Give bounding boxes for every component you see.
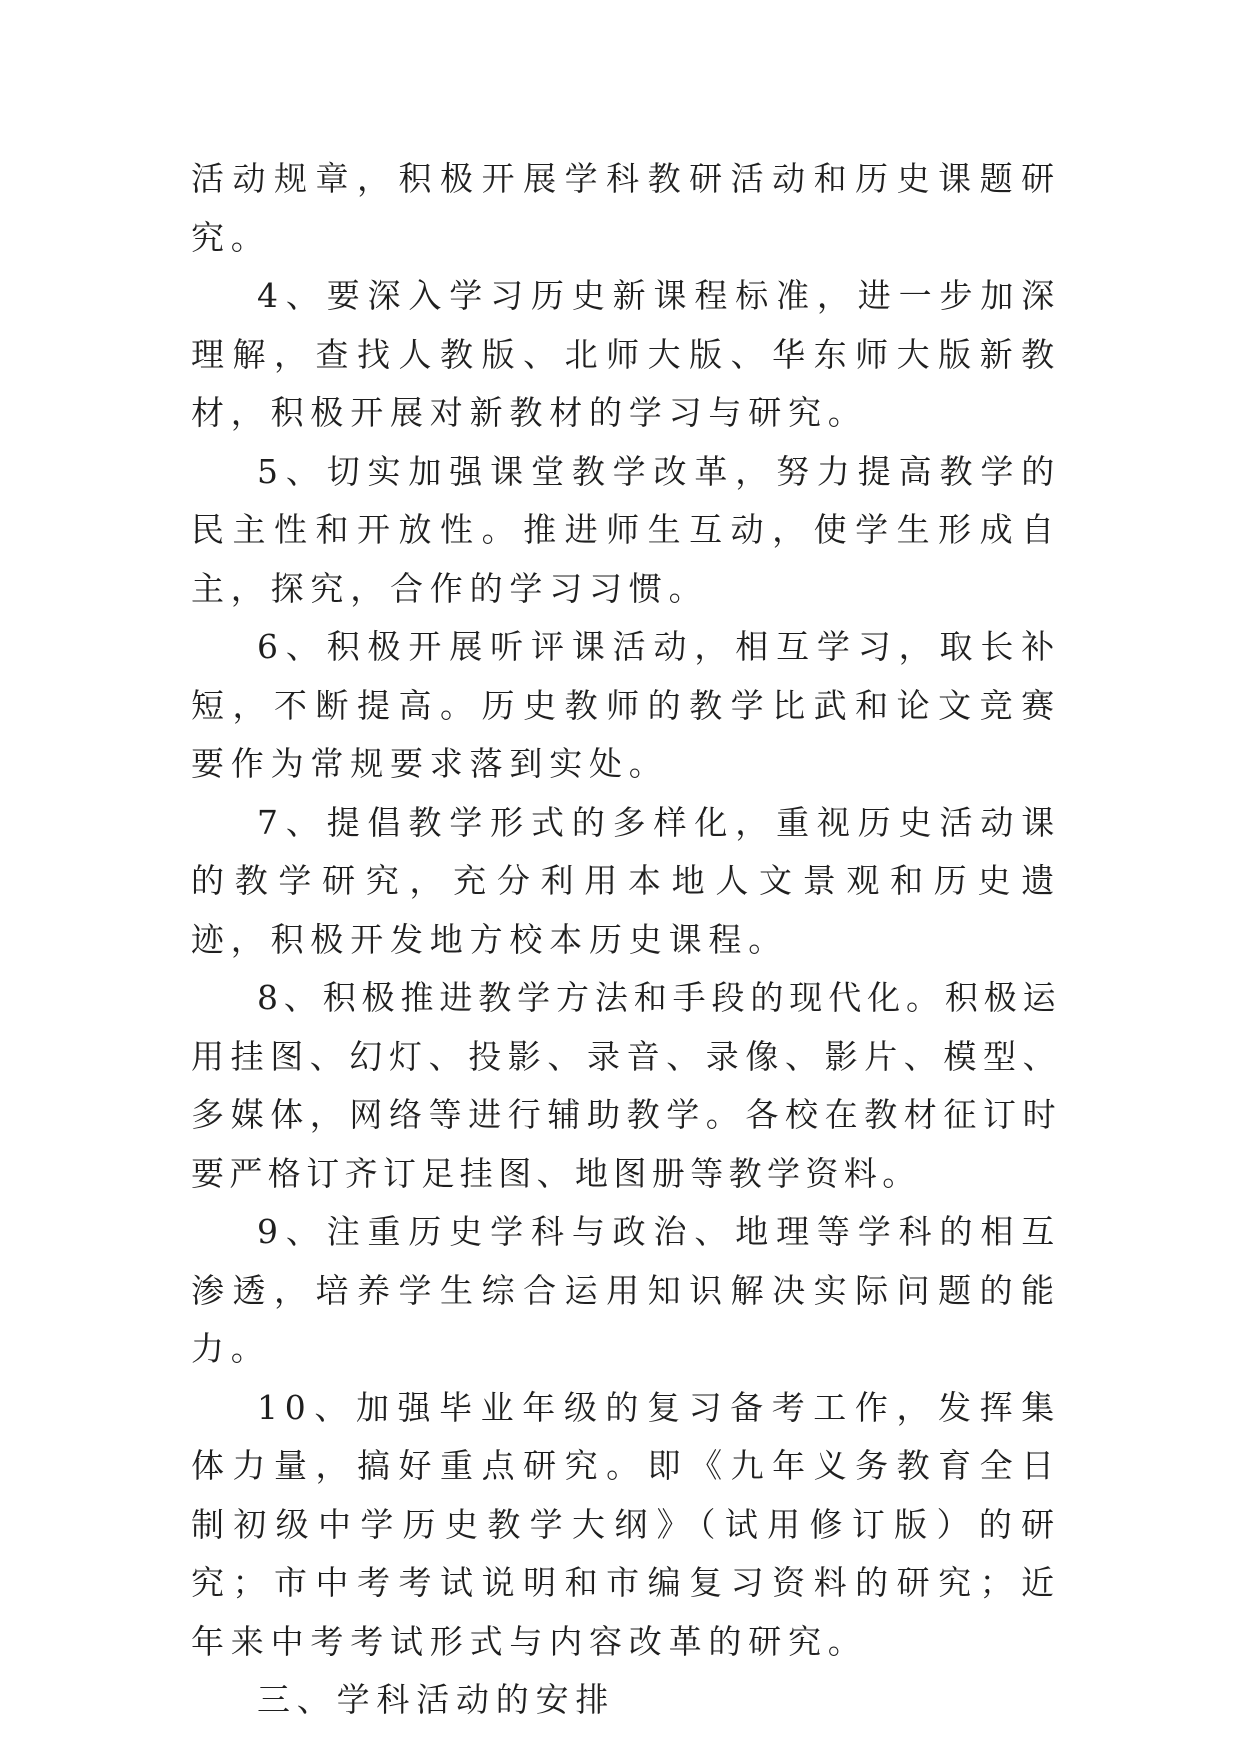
- paragraph-item-4: 4、要深入学习历史新课程标准，进一步加深理解，查找人教版、北师大版、华东师大版新教材，积极开展对新教材的学习与研究。: [191, 276, 1061, 432]
- paragraph-item-8: 8、积极推进教学方法和手段的现代化。积极运用挂图、幻灯、投影、录音、录像、影片、模型、多媒体，网络等进行辅助教学。各校在教材征订时要严格订齐订足挂图、地图册等教学资料。: [191, 978, 1061, 1193]
- body-text: [191, 150, 1061, 1730]
- paragraph-item-5: 5、切实加强课堂教学改革，努力提高教学的民主性和开放性。推进师生互动，使学生形成自主，探究，合作的学习习惯。: [191, 451, 1061, 608]
- paragraph-item-6: 6、积极开展听评课活动，相互学习，取长补短，不断提高。历史教师的教学比武和论文竞赛要作为常规要求落到实处。: [191, 627, 1061, 783]
- section-heading: 三、学科活动的安排: [257, 1680, 616, 1719]
- paragraph-item-10: 10、加强毕业年级的复习备考工作，发挥集体力量，搞好重点研究。即《九年义务教育全日制初级中学历史教学大纲》（试用修订版）的研究；市中考考试说明和市编复习资料的研究；近年来中考考试形式与内容改革的研究。: [191, 1387, 1061, 1661]
- paragraph-item-9: 9、注重历史学科与政治、地理等学科的相互渗透，培养学生综合运用知识解决实际问题的能力。: [191, 1212, 1061, 1368]
- paragraph-continuation: 活动规章，积极开展学科教研活动和历史课题研究。: [191, 159, 1061, 257]
- paragraph-item-7: 7、提倡教学形式的多样化，重视历史活动课的教学研究，充分利用本地人文景观和历史遗迹，积极开发地方校本历史课程。: [191, 802, 1061, 959]
